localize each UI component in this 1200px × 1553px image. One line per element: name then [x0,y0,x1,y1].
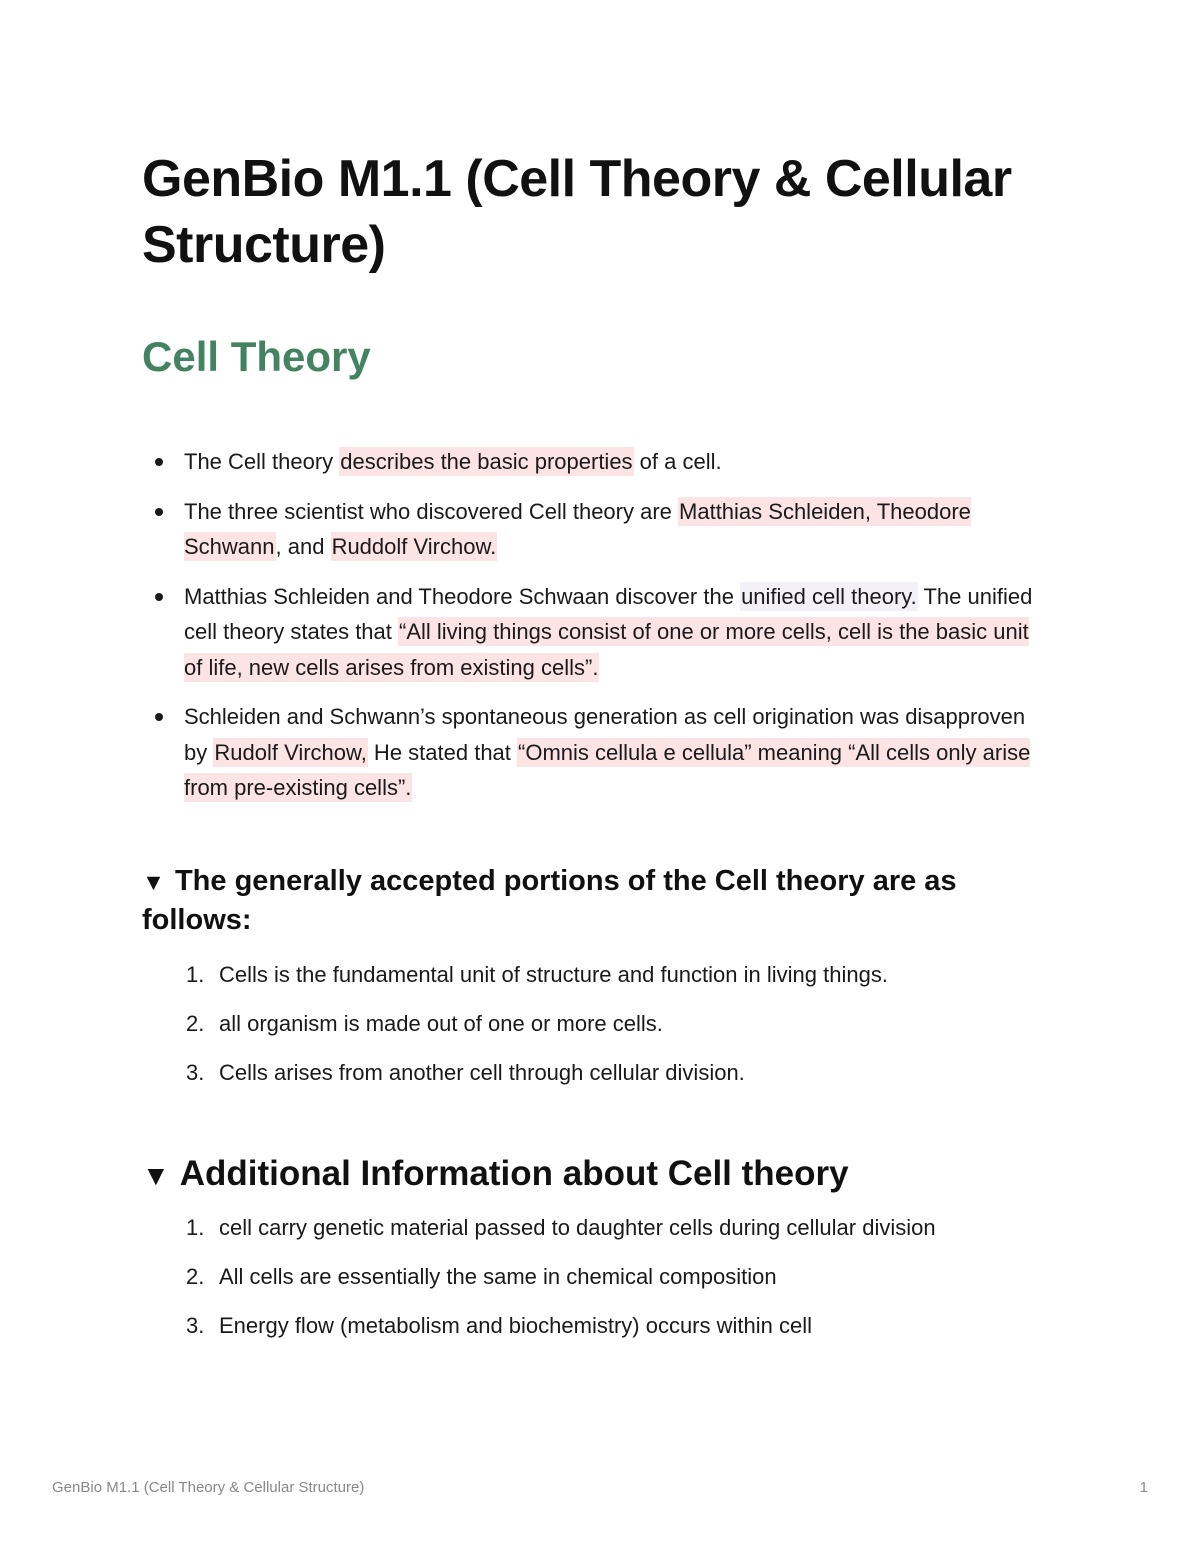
bullet-text: Matthias Schleiden and Theodore Schwaan discover the [184,583,741,609]
highlight-text: “Omnis cellula e cellula” meaning “All cells only arise from pre-existing cells”. [184,739,1031,800]
bullet-dot-icon [155,593,163,601]
item-number: 2. [186,1011,205,1036]
highlight-text: “All living things consist of one or more cells, cell is the basic unit of life, new cells arises from existing cells”. [184,619,1029,680]
item-text: Cells is the fundamental unit of structure and function in living things. [219,962,888,987]
item-text: Cells arises from another cell through cellular division. [219,1060,745,1085]
highlight-text: unified cell theory. [741,583,917,609]
bullet-dot-icon [155,458,163,466]
bullet-text: of a cell. [633,449,722,474]
item-number: 1. [186,962,205,987]
bullet-dot-icon [155,508,163,516]
item-number: 1. [186,1215,205,1240]
numbered-item [186,1213,1086,1243]
page-footer [52,1479,1148,1496]
toggle-heading-additional-info[interactable] [142,1152,1092,1198]
additional-info-list [186,1213,1086,1360]
bullet-text: , and [275,534,331,559]
highlight-text: Ruddolf Virchow. [331,534,497,559]
bullet-dot-icon [155,713,163,721]
toggle-heading-accepted-portions[interactable] [142,862,1042,939]
footer-page-number: 1 [1139,1479,1148,1496]
section-heading-cell-theory: Cell Theory [142,333,371,380]
numbered-item [186,1311,1086,1341]
item-text: cell carry genetic material passed to daughter cells during cellular division [219,1215,936,1240]
toggle-triangle-icon[interactable]: ▼ [142,1160,170,1191]
highlight-text: describes the basic properties [340,449,633,474]
accepted-portions-list [186,960,1086,1107]
item-number: 3. [186,1313,205,1338]
toggle-triangle-icon[interactable]: ▼ [142,869,165,895]
bullet-text: The unified cell theory states that [184,583,1033,644]
toggle-heading-text: The generally accepted portions of the Cell theory are as follows: [142,865,957,936]
numbered-item [186,1009,1086,1039]
footer-doc-title: GenBio M1.1 (Cell Theory & Cellular Structure) [52,1479,365,1496]
bullet-item [142,579,1042,686]
item-number: 2. [186,1264,205,1289]
page-title: GenBio M1.1 (Cell Theory & Cellular Structure) [142,150,1012,274]
bullet-text: The Cell theory [184,449,340,474]
item-text: all organism is made out of one or more cells. [219,1011,663,1036]
numbered-item [186,1058,1086,1088]
bullet-item [142,494,1042,565]
highlight-text: Matthias Schleiden, Theodore Schwann [184,498,971,559]
toggle-heading-text: Additional Information about Cell theory [179,1154,849,1193]
numbered-item [186,960,1086,990]
item-text: All cells are essentially the same in chemical composition [219,1264,777,1289]
bullet-item [142,699,1042,806]
bullet-item [142,444,1042,480]
numbered-item [186,1262,1086,1292]
item-number: 3. [186,1060,205,1085]
highlight-text: Rudolf Virchow, [214,739,367,765]
bullet-text: He stated that [367,739,518,765]
cell-theory-bullet-list [142,444,1042,820]
bullet-text: The three scientist who discovered Cell theory are [184,498,679,524]
bullet-text: Schleiden and Schwann’s spontaneous generation as cell origination was disapproven by [184,704,1026,765]
item-text: Energy flow (metabolism and biochemistry) occurs within cell [219,1313,812,1338]
